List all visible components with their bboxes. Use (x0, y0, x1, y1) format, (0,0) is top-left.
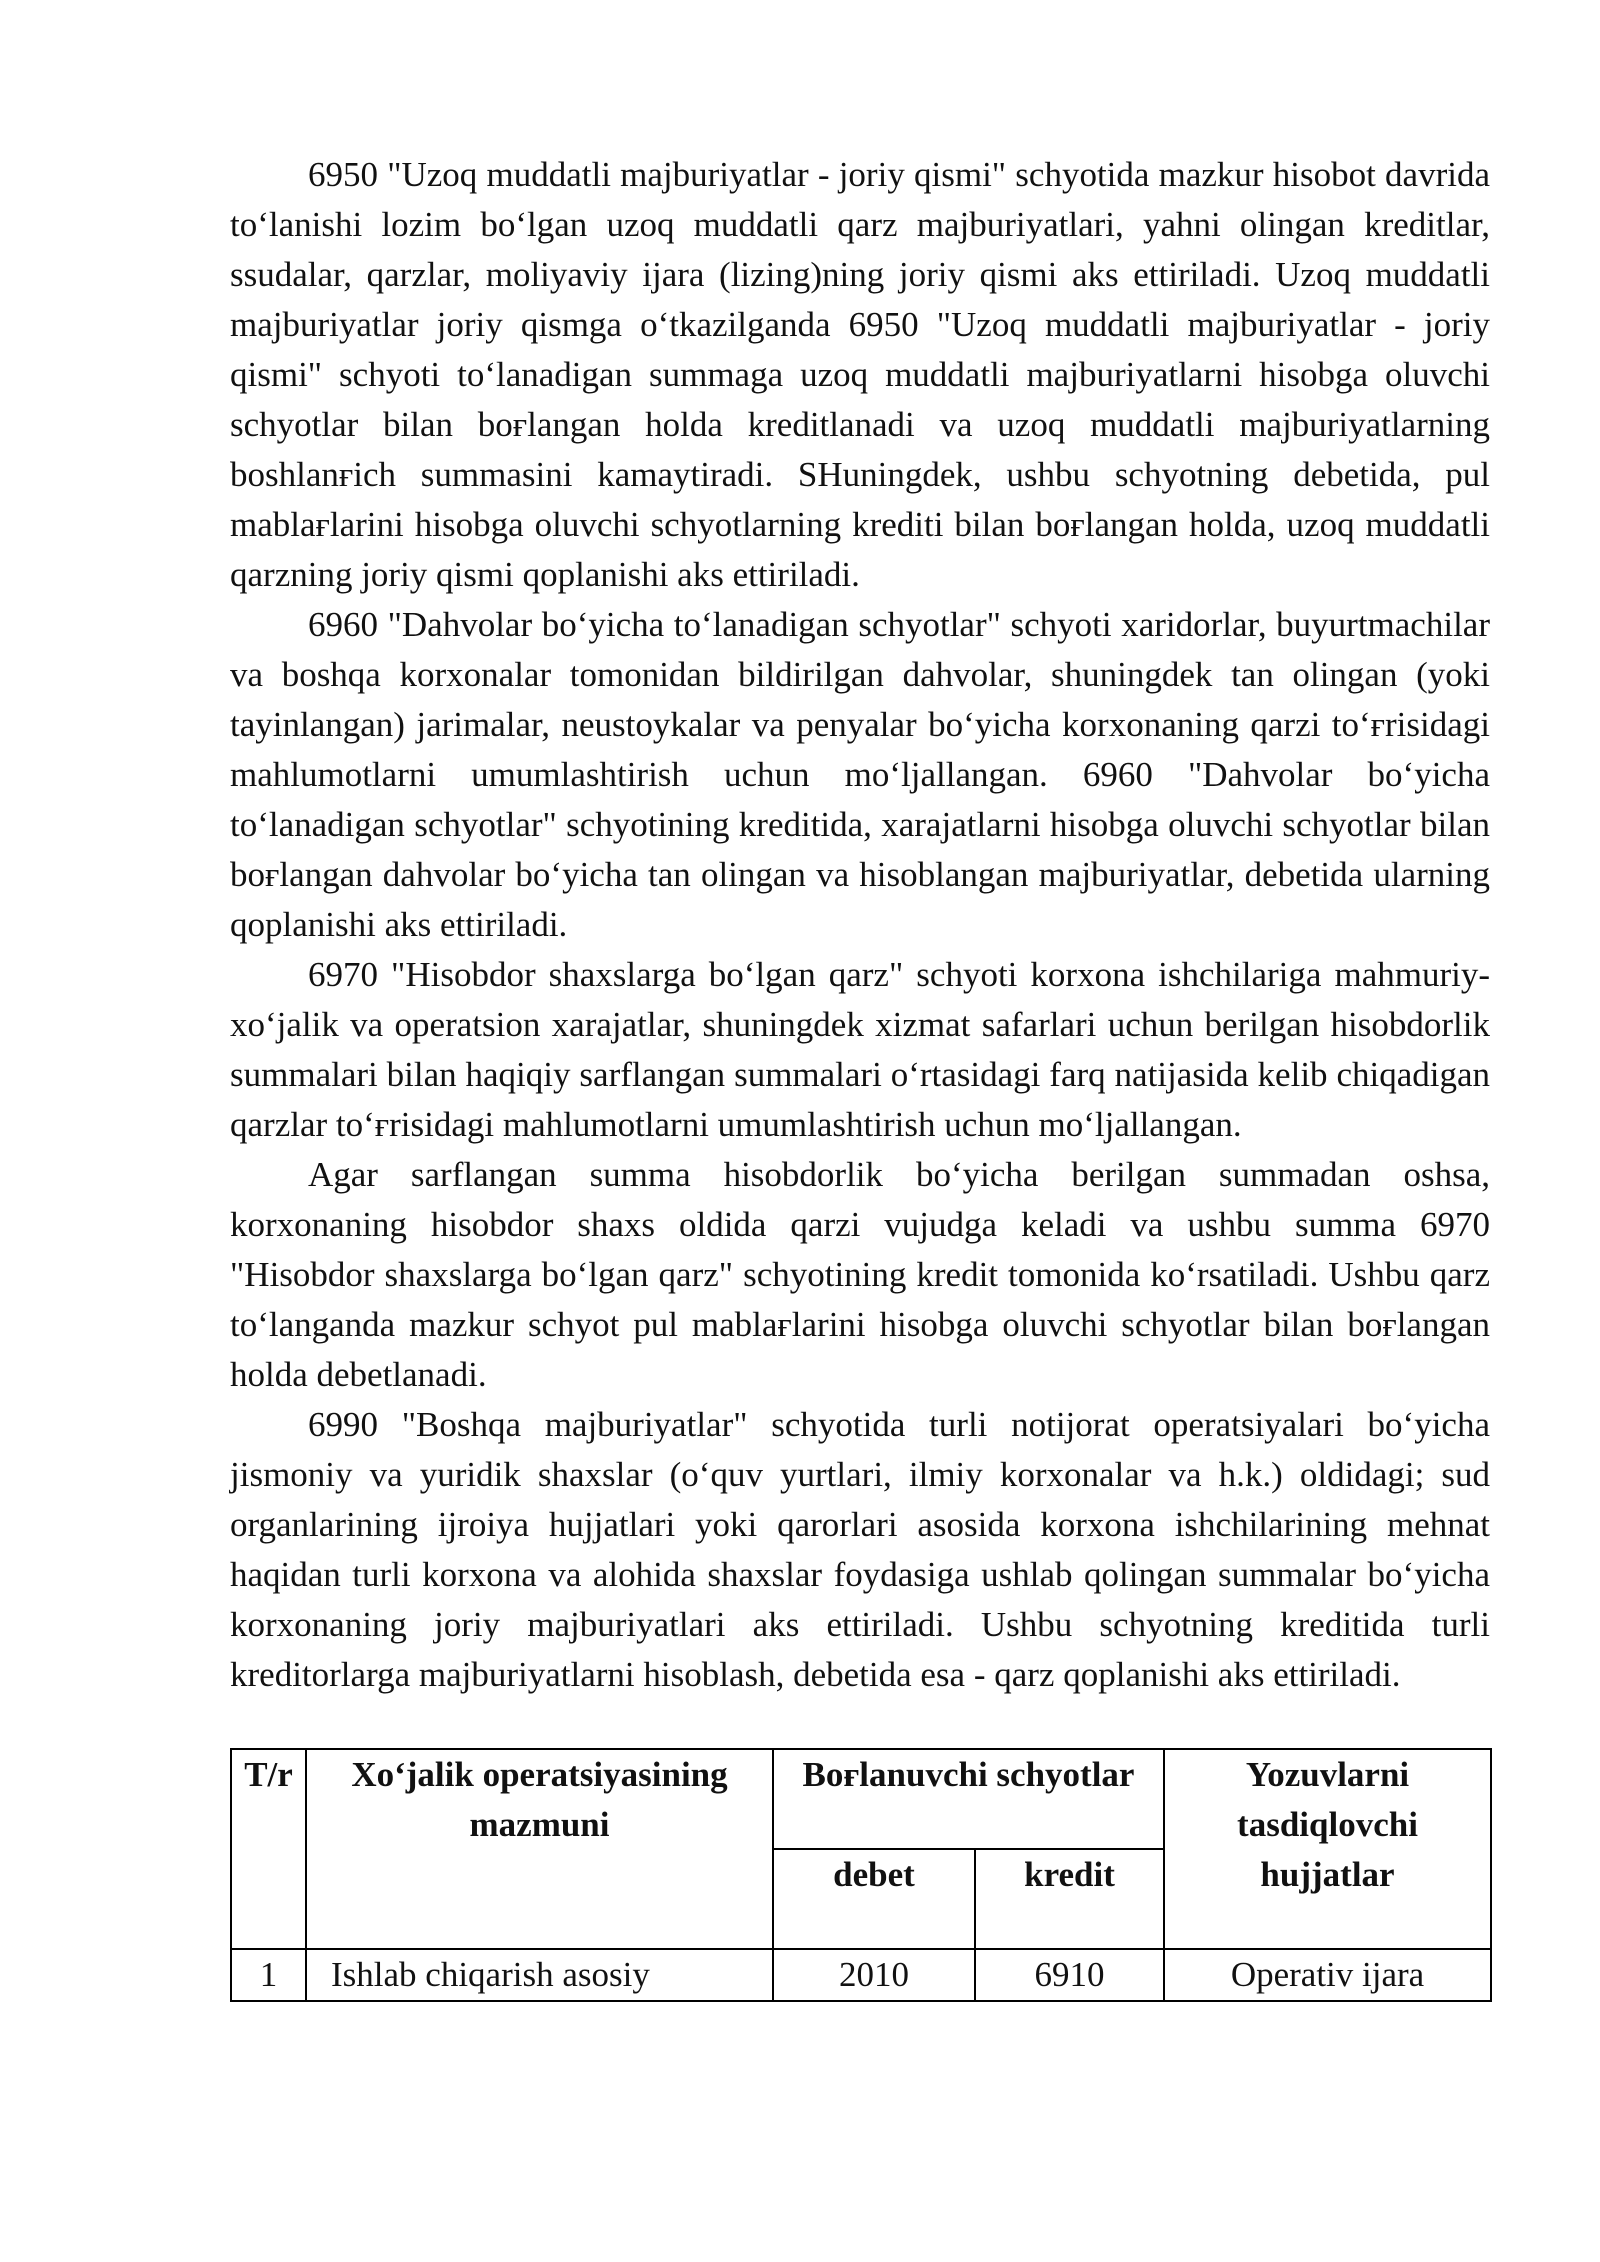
header-number: T/r (231, 1749, 306, 1949)
document-page (230, 150, 1490, 2002)
paragraph-6950: 6950 "Uzoq muddatli majburiyatlar - joriy qismi" schyotida mazkur hisobot davrida toʻlanishi lozim boʻlgan uzoq muddatli qarz majburiyatlari, yahni olingan kreditlar, ssudalar, qarzlar, moliyaviy ijara (lizing)ning joriy qismi aks ettiriladi. Uzoq muddatli majburiyatlar joriy qismga oʻtkazilganda 6950 "Uzoq muddatli majburiyatlar - joriy qismi" schyoti toʻlanadigan summaga uzoq muddatli majburiyatlarni hisobga oluvchi schyotlar bilan boғlangan holda kreditlanadi va uzoq muddatli majburiyatlarning boshlanғich summasini kamaytiradi. SHuningdek, ushbu schyotning debetida, pul mablaғlarini hisobga oluvchi schyotlarning krediti bilan boғlangan holda, uzoq muddatli qarzning joriy qismi qoplanishi aks ettiriladi. (230, 155, 1490, 594)
cell-documents: Operativ ijara (1164, 1949, 1491, 2001)
paragraph-6990: 6990 "Boshqa majburiyatlar" schyotida turli notijorat operatsiyalari boʻyicha jismoniy va yuridik shaxslar (oʻquv yurtlari, ilmiy korxonalar va h.k.) oldidagi; sud organlarining ijroiya hujjatlari yoki qarorlari asosida korxona ishchilarining mehnat haqidan turli korxona va alohida shaxslar foydasiga ushlab qolingan summalar boʻyicha korxonaning joriy majburiyatlari aks ettiriladi. Ushbu schyotning kreditida turli kreditorlarga majburiyatlarni hisoblash, debetida esa - qarz qoplanishi aks ettiriladi. (230, 1405, 1490, 1694)
cell-debit: 2010 (773, 1949, 975, 2001)
table-row (231, 1949, 1491, 2001)
paragraph-overspend: Agar sarflangan summa hisobdorlik boʻyicha berilgan summadan oshsa, korxonaning hisobdor shaxs oldida qarzi vujudga keladi va ushbu summa 6970 "Hisobdor shaxslarga boʻlgan qarz" schyotining kredit tomonida koʻrsatiladi. Ushbu qarz toʻlanganda mazkur schyot pul mablaғlarini hisobga oluvchi schyotlar bilan boғlangan holda debetlanadi. (230, 1155, 1490, 1394)
header-credit: kredit (975, 1849, 1164, 1949)
header-linked-accounts: Boғlanuvchi schyotlar (773, 1749, 1164, 1849)
header-operation-content: Xoʻjalik operatsiyasining mazmuni (306, 1749, 773, 1949)
table-header-row (231, 1749, 1491, 1849)
cell-number: 1 (231, 1949, 306, 2001)
paragraph-6970: 6970 "Hisobdor shaxslarga boʻlgan qarz" schyoti korxona ishchilariga mahmuriy-xoʻjalik va operatsion xarajatlar, shuningdek xizmat safarlari uchun berilgan hisobdorlik summalari bilan haqiqiy sarflangan summalari oʻrtasidagi farq natijasida kelib chiqadigan qarzlar toʻғrisidagi mahlumotlarni umumlashtirish uchun moʻljallangan. (230, 955, 1490, 1144)
cell-credit: 6910 (975, 1949, 1164, 2001)
paragraph-6960: 6960 "Dahvolar boʻyicha toʻlanadigan schyotlar" schyoti xaridorlar, buyurtmachilar va boshqa korxonalar tomonidan bildirilgan dahvolar, shuningdek tan olingan (yoki tayinlangan) jarimalar, neustoykalar va penyalar boʻyicha korxonaning qarzi toʻғrisidagi mahlumotlarni umumlashtirish uchun moʻljallangan. 6960 "Dahvolar boʻyicha toʻlanadigan schyotlar" schyotining kreditida, xarajatlarni hisobga oluvchi schyotlar bilan boғlangan dahvolar boʻyicha tan olingan va hisoblangan majburiyatlar, debetida ularning qoplanishi aks ettiriladi. (230, 605, 1490, 944)
header-debit: debet (773, 1849, 975, 1949)
header-supporting-documents: Yozuvlarni tasdiqlovchi hujjatlar (1164, 1749, 1491, 1949)
operations-table (230, 1748, 1492, 2002)
cell-operation-content: Ishlab chiqarish asosiy (306, 1949, 773, 2001)
